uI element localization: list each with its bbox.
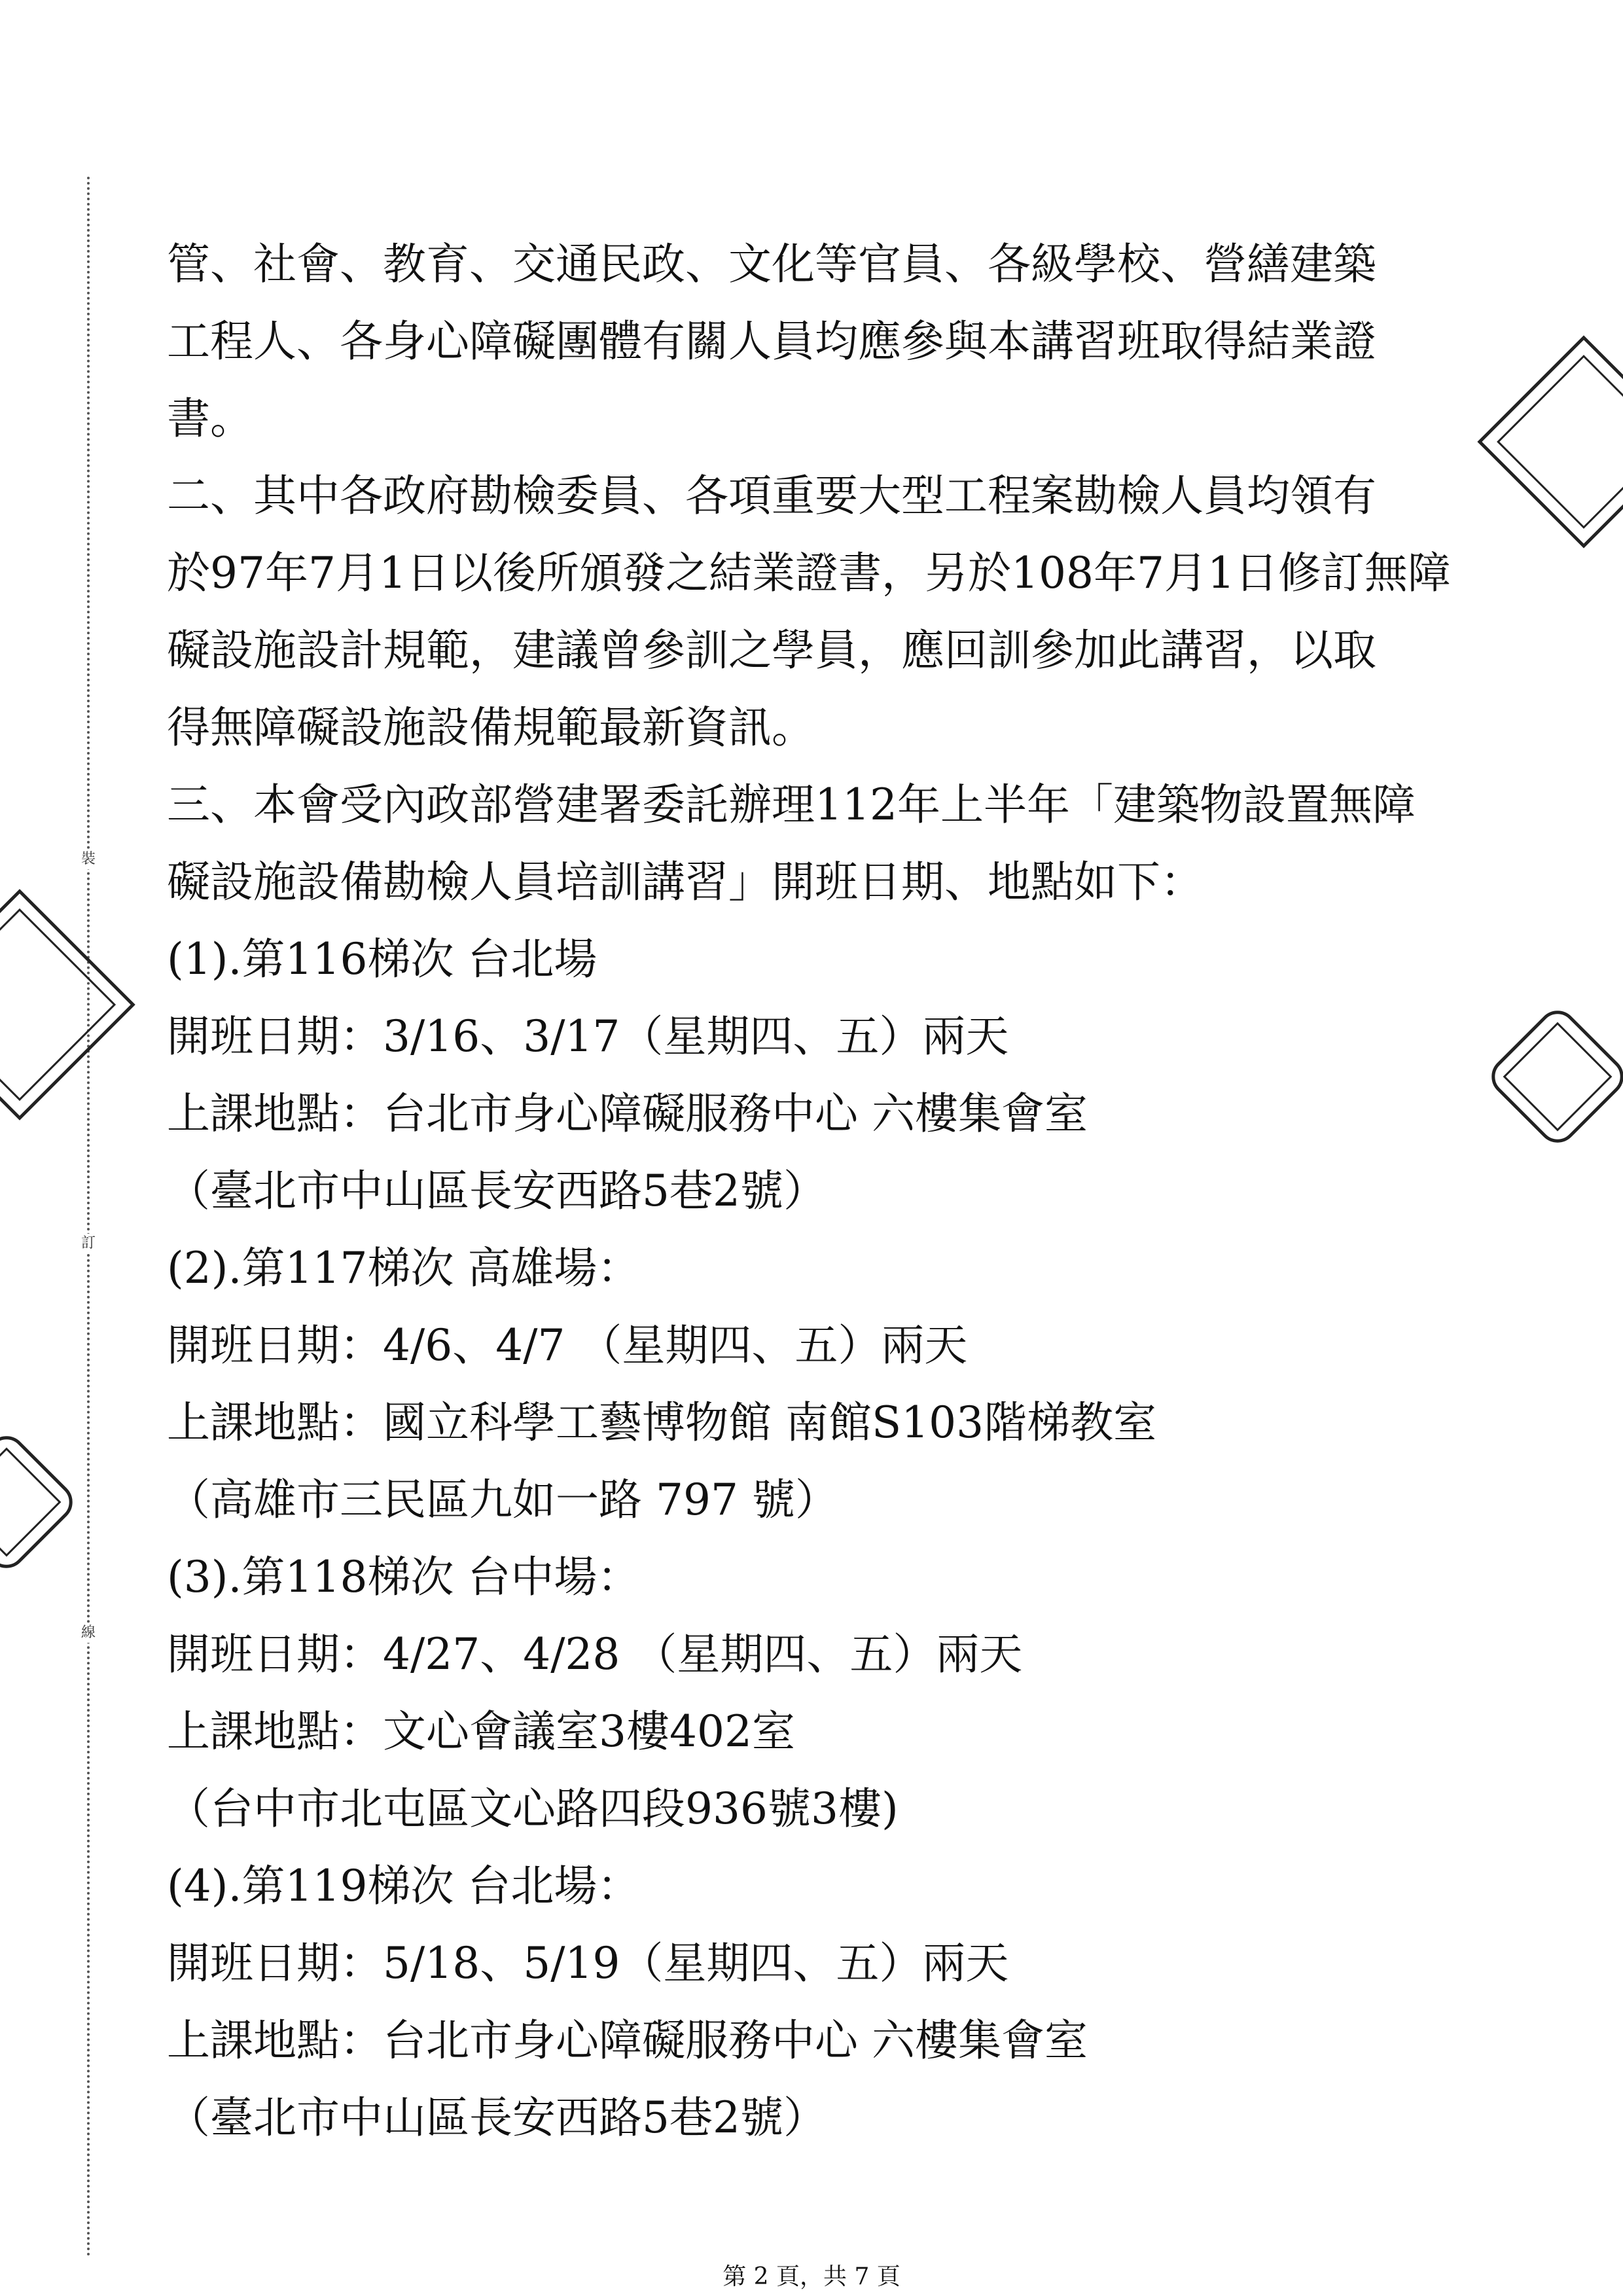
body-line: 工程人、各身心障礙團體有關人員均應參與本講習班取得結業證 [167,316,1376,367]
session-date: 開班日期：4/27、4/28 （星期四、五）兩天 [167,1629,1023,1679]
seal-stamp-icon [1484,1003,1623,1151]
seal-stamp-icon [0,1428,80,1576]
session-address: （高雄市三民區九如一路 797 號） [167,1475,838,1525]
body-line: 得無障礙設施設備規範最新資訊。 [167,702,815,753]
session-venue: 上課地點：文心會議室3樓402室 [167,1706,795,1757]
body-line: 三、本會受內政部營建署委託辦理112年上半年「建築物設置無障 [167,780,1416,830]
body-line: 管、社會、教育、交通民政、文化等官員、各級學校、營繕建築 [167,239,1376,289]
binding-mark-zhuang: 裝 [79,850,98,869]
seal-stamp-icon [0,889,135,1121]
session-heading: (4).第119梯次 台北場： [167,1861,641,1911]
body-line: 於97年7月1日以後所頒發之結業證書，另於108年7月1日修訂無障 [167,548,1451,598]
page-number-footer: 第 2 頁，共 7 頁 [722,2263,901,2290]
body-line: 書。 [167,393,253,444]
body-line: 礙設施設備勘檢人員培訓講習」開班日期、地點如下： [167,857,1204,907]
session-venue: 上課地點：台北市身心障礙服務中心 六樓集會室 [167,1088,1088,1139]
seal-stamp-icon [1477,335,1623,548]
session-date: 開班日期：3/16、3/17（星期四、五）兩天 [167,1011,1009,1062]
document-body [167,226,1476,2157]
session-address: （台中市北屯區文心路四段936號3樓) [167,1784,899,1834]
session-date: 開班日期：4/6、4/7 （星期四、五）兩天 [167,1320,968,1371]
session-heading: (2).第117梯次 高雄場： [167,1243,641,1293]
binding-mark-xian: 線 [79,1623,98,1643]
session-heading: (1).第116梯次 台北場 [167,934,597,984]
session-venue: 上課地點：台北市身心障礙服務中心 六樓集會室 [167,2015,1088,2066]
session-address: （臺北市中山區長安西路5巷2號） [167,2092,827,2143]
body-line: 二、其中各政府勘檢委員、各項重要大型工程案勘檢人員均領有 [167,471,1376,521]
session-venue: 上課地點：國立科學工藝博物館 南館S103階梯教室 [167,1397,1157,1448]
binding-mark-ding: 訂 [79,1234,98,1253]
session-heading: (3).第118梯次 台中場： [167,1552,641,1602]
session-date: 開班日期：5/18、5/19（星期四、五）兩天 [167,1938,1009,1988]
body-line: 礙設施設計規範，建議曾參訓之學員，應回訓參加此講習，以取 [167,625,1376,675]
session-address: （臺北市中山區長安西路5巷2號） [167,1166,827,1216]
binding-dotted-line [87,177,90,2258]
